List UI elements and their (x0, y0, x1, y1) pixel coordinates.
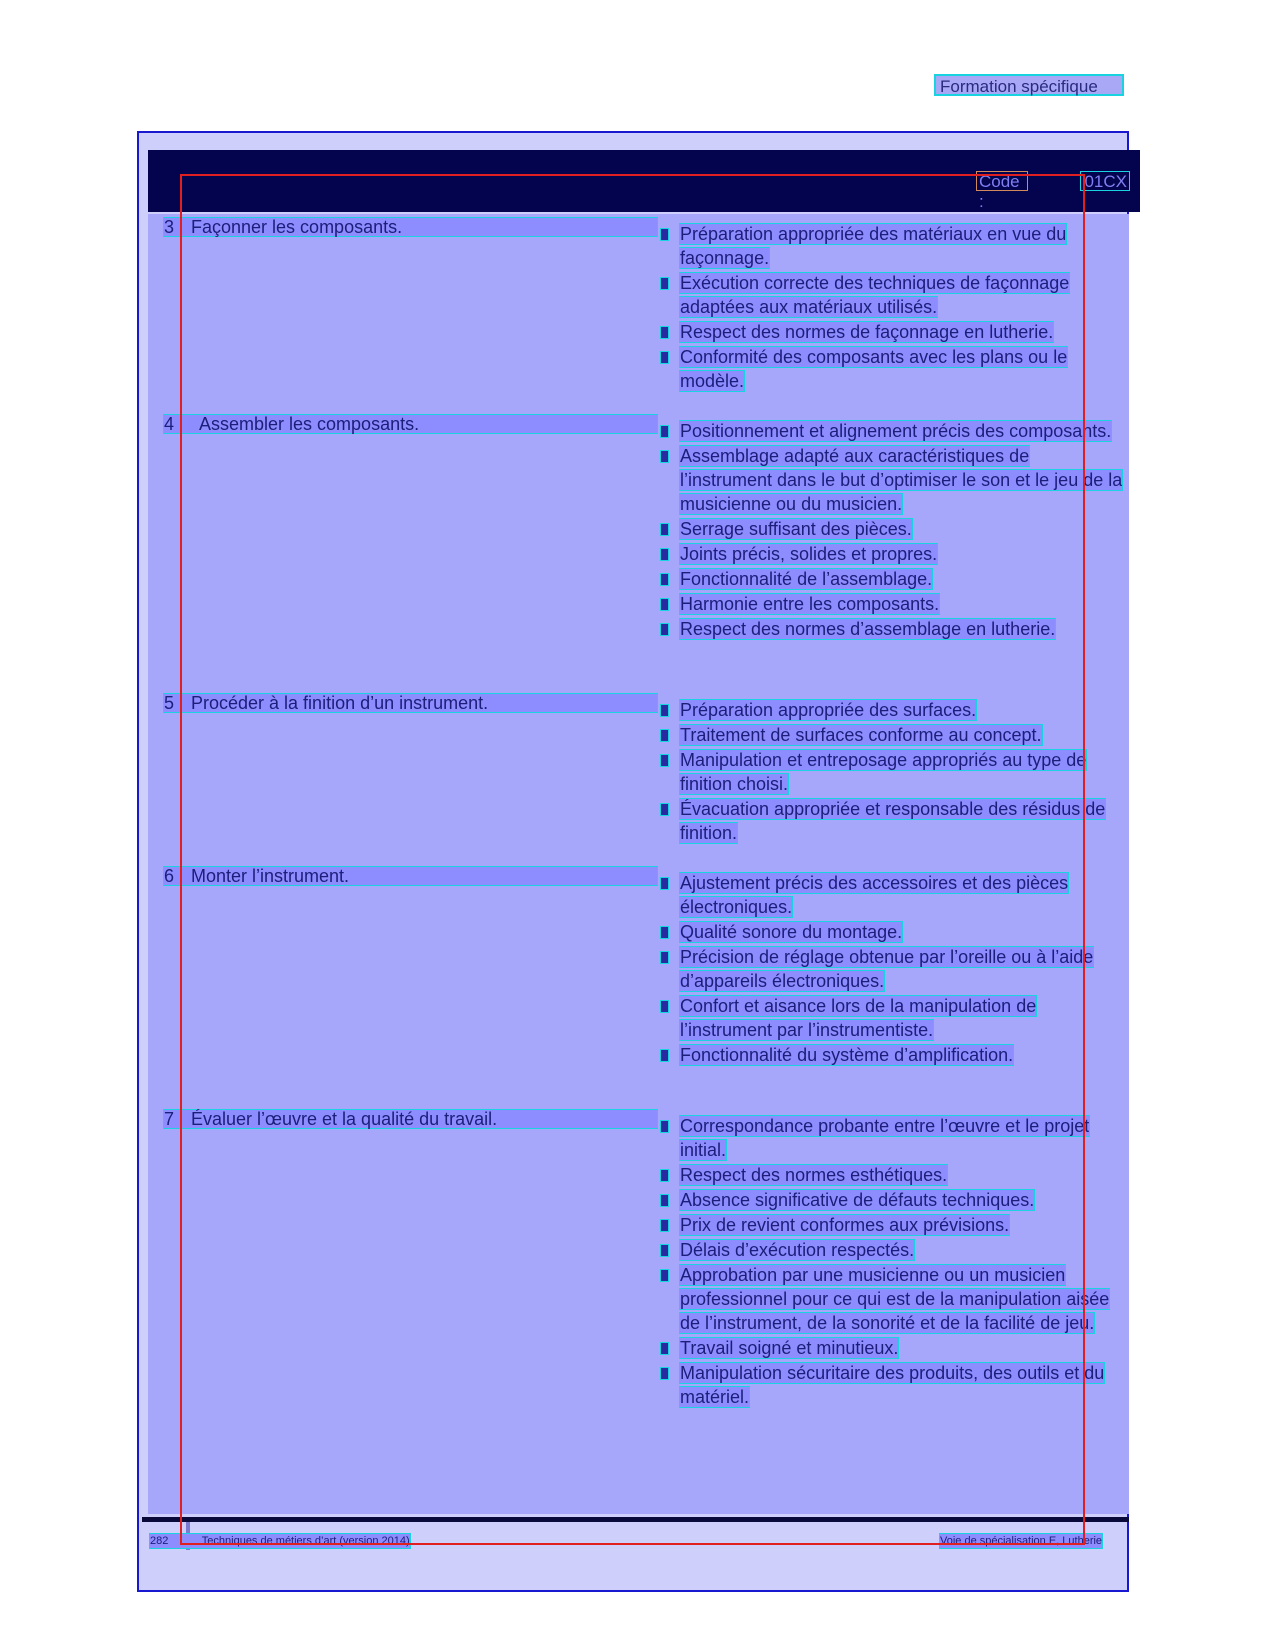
footer-specialization: Voie de spécialisation E, Lutherie (940, 1535, 1103, 1547)
criterion-item: Ajustement précis des accessoires et des pièces électroniques. (660, 871, 1126, 919)
bullet-icon (660, 1244, 669, 1257)
bullet-icon (660, 877, 669, 890)
bullet-icon (660, 573, 669, 586)
step-title: Assembler les composants. (199, 414, 420, 434)
page-number: 282 (150, 1535, 169, 1547)
criterion-item: Assemblage adapté aux caractéristiques de l’instrument dans le but d’optimiser le son et le jeu de la musicienne ou du musicien. (660, 444, 1126, 516)
bullet-icon (660, 1219, 669, 1232)
bullet-icon (660, 425, 669, 438)
bullet-icon (660, 704, 669, 717)
criterion-item: Harmonie entre les composants. (660, 592, 1126, 616)
criterion-item: Fonctionnalité de l’assemblage. (660, 567, 1126, 591)
bullet-icon (660, 1000, 669, 1013)
step-number: 3 (164, 217, 175, 237)
bullet-icon (660, 729, 669, 742)
bullet-icon (660, 803, 669, 816)
bullet-icon (660, 228, 669, 241)
footer-program: Techniques de métiers d’art (version 2014) (201, 1535, 410, 1547)
footer-rule (142, 1517, 1129, 1522)
step-number: 4 (164, 414, 175, 434)
step-title: Procéder à la finition d’un instrument. (191, 693, 489, 713)
criterion-item: Respect des normes de façonnage en lutherie. (660, 320, 1126, 344)
step-4 (163, 414, 658, 434)
bullet-icon (660, 326, 669, 339)
criterion-item: Respect des normes esthétiques. (660, 1163, 1126, 1187)
bullet-icon (660, 926, 669, 939)
bullet-icon (660, 1120, 669, 1133)
bullet-icon (660, 548, 669, 561)
criterion-item: Fonctionnalité du système d’amplification. (660, 1043, 1126, 1067)
criterion-item: Conformité des composants avec les plans ou le modèle. (660, 345, 1126, 393)
criteria-list-step-7 (660, 1114, 1126, 1410)
step-number: 6 (164, 866, 175, 886)
criterion-item: Absence significative de défauts techniques. (660, 1188, 1126, 1212)
bullet-icon (660, 1342, 669, 1355)
bullet-icon (660, 1194, 669, 1207)
criterion-item: Manipulation et entreposage appropriés au type de finition choisi. (660, 748, 1126, 796)
step-title: Monter l’instrument. (191, 866, 350, 886)
bullet-icon (660, 351, 669, 364)
criterion-item: Préparation appropriée des surfaces. (660, 698, 1126, 722)
step-7 (163, 1109, 658, 1129)
criterion-item: Joints précis, solides et propres. (660, 542, 1126, 566)
criterion-item: Préparation appropriée des matériaux en vue du façonnage. (660, 222, 1126, 270)
criterion-item: Précision de réglage obtenue par l’oreille ou à l’aide d’appareils électroniques. (660, 945, 1126, 993)
footer-left (150, 1534, 410, 1548)
bullet-icon (660, 277, 669, 290)
step-title: Façonner les composants. (191, 217, 403, 237)
step-title: Évaluer l’œuvre et la qualité du travail. (191, 1109, 498, 1129)
criterion-item: Délais d’exécution respectés. (660, 1238, 1126, 1262)
criteria-list-step-3 (660, 222, 1126, 394)
step-number: 7 (164, 1109, 175, 1129)
criteria-list-step-5 (660, 698, 1126, 846)
bullet-icon (660, 523, 669, 536)
criterion-item: Travail soigné et minutieux. (660, 1336, 1126, 1360)
criterion-item: Traitement de surfaces conforme au concept. (660, 723, 1126, 747)
section-label: Formation spécifique (934, 74, 1124, 96)
criterion-item: Positionnement et alignement précis des composants. (660, 419, 1126, 443)
criterion-item: Prix de revient conformes aux prévisions. (660, 1213, 1126, 1237)
criterion-item: Approbation par une musicienne ou un musicien professionnel pour ce qui est de la manipulation aisée de l’instrument, de la sonorité et de la facilité de jeu. (660, 1263, 1126, 1335)
criterion-item: Serrage suffisant des pièces. (660, 517, 1126, 541)
step-number: 5 (164, 693, 175, 713)
step-5 (163, 693, 658, 713)
step-6 (163, 866, 658, 886)
criterion-item: Respect des normes d’assemblage en lutherie. (660, 617, 1126, 641)
bullet-icon (660, 754, 669, 767)
criterion-item: Exécution correcte des techniques de façonnage adaptées aux matériaux utilisés. (660, 271, 1126, 319)
bullet-icon (660, 623, 669, 636)
bullet-icon (660, 1169, 669, 1182)
bullet-icon (660, 598, 669, 611)
bullet-icon (660, 1367, 669, 1380)
criterion-item: Évacuation appropriée et responsable des résidus de finition. (660, 797, 1126, 845)
step-3 (163, 217, 658, 237)
criterion-item: Confort et aisance lors de la manipulation de l’instrument par l’instrumentiste. (660, 994, 1126, 1042)
criterion-item: Correspondance probante entre l’œuvre et le projet initial. (660, 1114, 1126, 1162)
bullet-icon (660, 1269, 669, 1282)
criterion-item: Qualité sonore du montage. (660, 920, 1126, 944)
bullet-icon (660, 1049, 669, 1062)
bullet-icon (660, 951, 669, 964)
code-label: Code : (976, 171, 1028, 191)
criteria-list-step-4 (660, 419, 1126, 642)
code-value: 01CX (1080, 171, 1130, 191)
criterion-item: Manipulation sécuritaire des produits, des outils et du matériel. (660, 1361, 1126, 1409)
bullet-icon (660, 450, 669, 463)
criteria-list-step-6 (660, 871, 1126, 1068)
